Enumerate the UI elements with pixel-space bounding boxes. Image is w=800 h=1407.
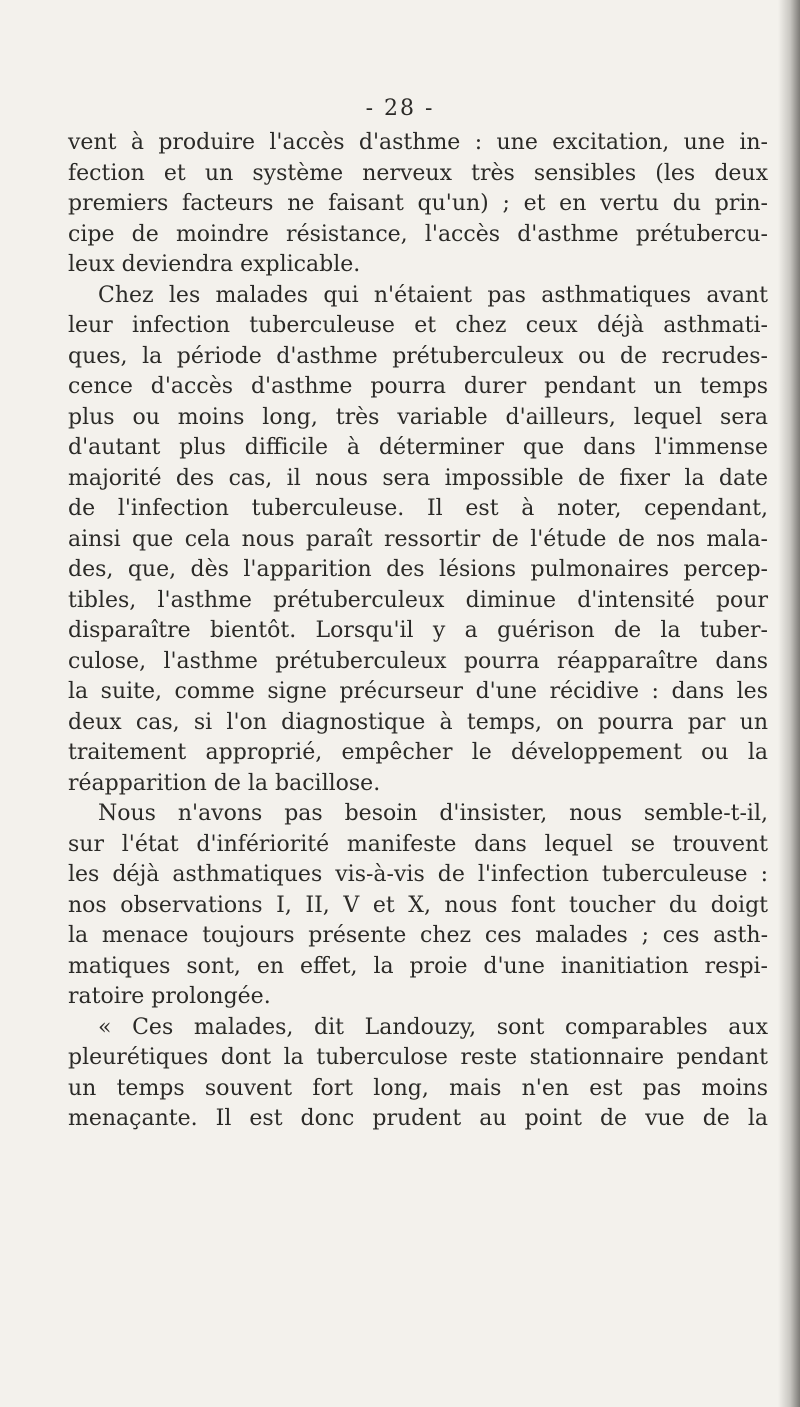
body-text — [68, 128, 768, 1135]
text-line: des, que, dès l'apparition des lésions pulmonaires percep- — [68, 557, 768, 582]
text-line: la suite, comme signe précurseur d'une récidive : dans les — [68, 679, 768, 704]
text-line: leur infection tuberculeuse et chez ceux déjà asthmati- — [68, 313, 768, 338]
page-number: - 28 - — [365, 96, 435, 121]
text-line: la menace toujours présente chez ces malades ; ces asth- — [68, 923, 768, 948]
text-line: plus ou moins long, très variable d'ailleurs, lequel sera — [68, 404, 768, 430]
text-line: d'autant plus difficile à déterminer que dans l'immense — [68, 435, 768, 460]
text-line: Chez les malades qui n'étaient pas asthmatiques avant — [98, 282, 768, 308]
text-line: un temps souvent fort long, mais n'en est pas moins — [68, 1075, 768, 1101]
text-line: vent à produire l'accès d'asthme : une excitation, une in- — [68, 130, 768, 155]
page-edge-shadow — [778, 0, 800, 1407]
text-line: premiers facteurs ne faisant qu'un) ; et en vertu du prin- — [68, 191, 768, 216]
text-line: fection et un système nerveux très sensibles (les deux — [68, 160, 768, 186]
text-line: ratoire prolongée. — [68, 984, 271, 1009]
text-line: les déjà asthmatiques vis-à-vis de l'infection tuberculeuse : — [68, 862, 768, 887]
text-line: ques, la période d'asthme prétuberculeux ou de recrudes- — [68, 343, 768, 369]
text-line: pleurétiques dont la tuberculose reste stationnaire pendant — [68, 1045, 768, 1070]
text-line: matiques sont, en effet, la proie d'une inanitiation respi- — [68, 953, 768, 979]
text-line: « Ces malades, dit Landouzy, sont comparables aux — [98, 1014, 768, 1040]
text-line: leux deviendra explicable. — [68, 252, 361, 277]
text-line: culose, l'asthme prétuberculeux pourra réapparaître dans — [68, 648, 768, 674]
text-line: de l'infection tuberculeuse. Il est à noter, cependant, — [68, 496, 768, 521]
text-line: ainsi que cela nous paraît ressortir de l'étude de nos mala- — [68, 526, 768, 552]
text-line: tibles, l'asthme prétuberculeux diminue d'intensité pour — [68, 587, 768, 613]
text-line: deux cas, si l'on diagnostique à temps, on pourra par un — [68, 709, 768, 735]
text-line: Nous n'avons pas besoin d'insister, nous semble-t-il, — [98, 801, 768, 826]
text-line: menaçante. Il est donc prudent au point de vue de la — [68, 1106, 768, 1131]
text-line: cence d'accès d'asthme pourra durer pendant un temps — [68, 374, 768, 399]
text-line: nos observations I, II, V et X, nous font toucher du doigt — [68, 892, 768, 918]
text-line: majorité des cas, il nous sera impossible de fixer la date — [68, 465, 768, 491]
text-line: disparaître bientôt. Lorsqu'il y a guérison de la tuber- — [68, 618, 768, 643]
text-line: sur l'état d'infériorité manifeste dans lequel se trouvent — [68, 831, 768, 857]
text-line: réapparition de la bacillose. — [68, 770, 381, 796]
text-line: traitement approprié, empêcher le développement ou la — [68, 740, 768, 765]
text-line: cipe de moindre résistance, l'accès d'asthme prétubercu- — [68, 221, 768, 247]
